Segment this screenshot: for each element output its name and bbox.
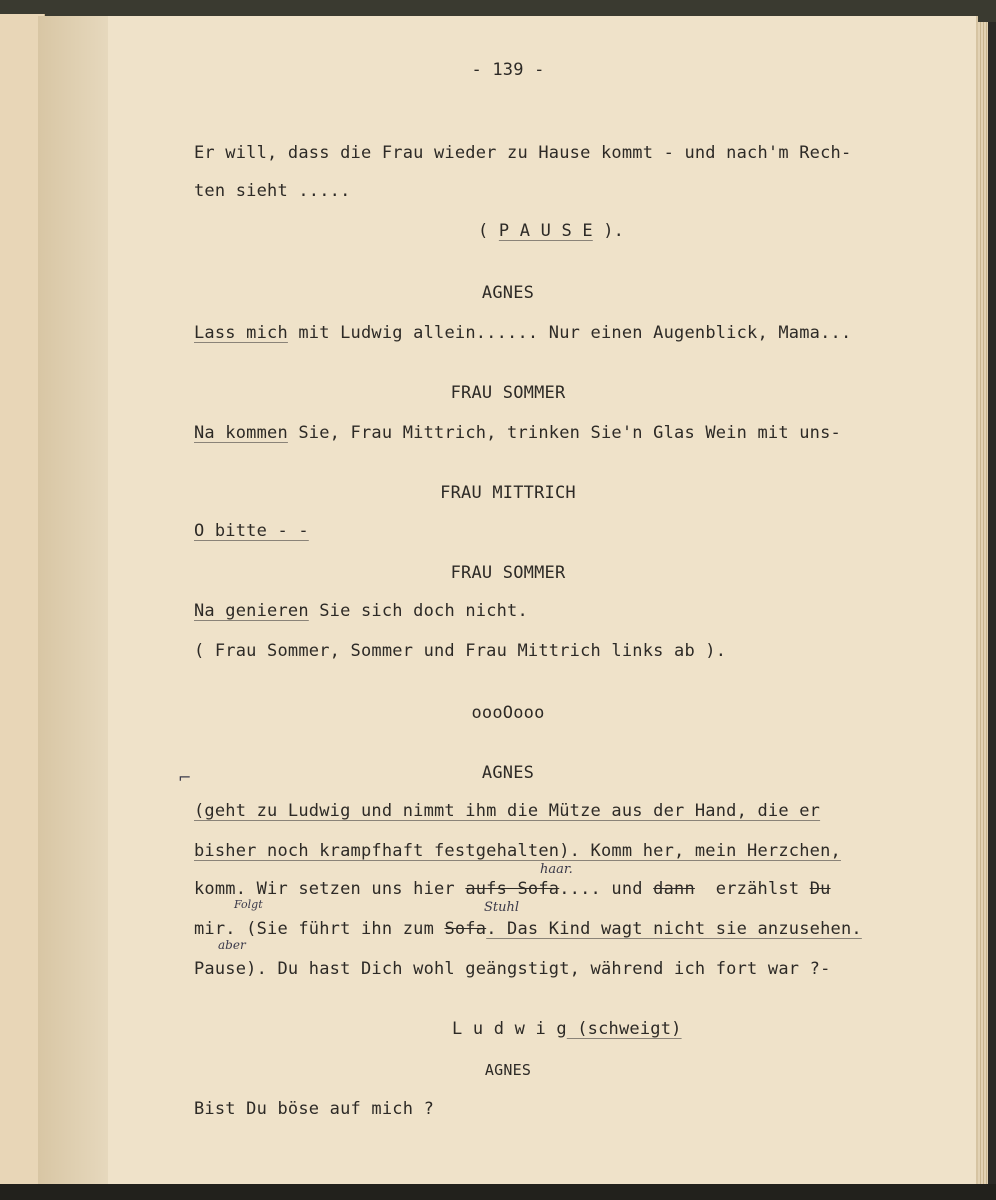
speaker-name: FRAU MITTRICH	[440, 483, 576, 503]
handwritten-correction: Stuhl	[484, 900, 520, 915]
handwritten-correction: haar.	[540, 862, 573, 877]
page-number: - 139 -	[471, 60, 545, 80]
speaker-name: AGNES	[481, 763, 535, 783]
underlined-phrase: Na genieren	[194, 601, 309, 621]
text-span: komm. Wir setzen uns hier	[194, 879, 466, 899]
struck-text: aufs Sofa	[465, 879, 560, 899]
text-span: Sie sich doch nicht.	[308, 601, 528, 621]
handwritten-correction: aber	[218, 938, 246, 952]
stage-direction: (schweigt)	[566, 1019, 682, 1039]
text-span: erzählst	[694, 879, 810, 899]
text-span: Sie, Frau Mittrich, trinken Sie'n Glas Wein mit uns-	[287, 423, 841, 443]
text-line: Pause). Du hast Dich wohl geängstigt, während ich fort war ?-	[194, 959, 831, 979]
text-span: . Das Kind wagt nicht sie anzusehen.	[486, 919, 862, 939]
page-stack-edge	[978, 22, 988, 1188]
speaker-name: AGNES	[481, 283, 535, 303]
paren: ).	[592, 221, 625, 241]
stage-direction: ( Frau Sommer, Sommer und Frau Mittrich links ab ).	[194, 641, 727, 661]
text-span: .... und	[559, 879, 654, 899]
page-gutter-shadow	[38, 16, 108, 1186]
book-page	[40, 16, 978, 1184]
speaker-name: FRAU SOMMER	[450, 563, 566, 583]
text-line: Er will, dass die Frau wieder zu Hause kommt - und nach'm Rech-	[194, 143, 852, 163]
text-span: mir. (Sie führt ihn zum	[194, 919, 445, 939]
text-line	[194, 601, 528, 621]
speaker-name: FRAU SOMMER	[450, 383, 566, 403]
underlined-phrase: Lass mich	[194, 323, 288, 343]
paren: (	[478, 221, 499, 241]
text-span: mit Ludwig allein...... Nur einen Augenblick, Mama...	[287, 323, 852, 343]
struck-text: Du	[809, 879, 831, 899]
text-line	[194, 323, 851, 343]
handwritten-bracket-mark: ⌐	[178, 768, 192, 787]
desk-bottom	[0, 1184, 996, 1200]
text-line	[194, 423, 841, 443]
stage-direction-pause	[478, 221, 624, 241]
struck-text: Sofa	[444, 919, 487, 939]
text-line	[194, 879, 831, 899]
speaker-name: L u d w i g	[452, 1019, 567, 1039]
speaker-line	[452, 1019, 682, 1039]
text-line: Bist Du böse auf mich ?	[194, 1099, 435, 1119]
underlined-phrase: Na kommen	[194, 423, 288, 443]
handwritten-correction: Folgt	[234, 898, 263, 911]
text-line	[194, 919, 862, 939]
text-line: ten sieht .....	[194, 181, 351, 201]
pause-word: P A U S E	[498, 221, 593, 241]
stage-direction-line: (geht zu Ludwig und nimmt ihm die Mütze aus der Hand, die er	[194, 801, 821, 821]
speaker-name: AGNES	[484, 1061, 532, 1079]
text-line: O bitte - -	[194, 521, 309, 541]
struck-text: dann	[653, 879, 695, 899]
scene-separator: oooOooo	[471, 703, 545, 723]
stage-direction-line: bisher noch krampfhaft festgehalten). Komm her, mein Herzchen,	[194, 841, 841, 861]
